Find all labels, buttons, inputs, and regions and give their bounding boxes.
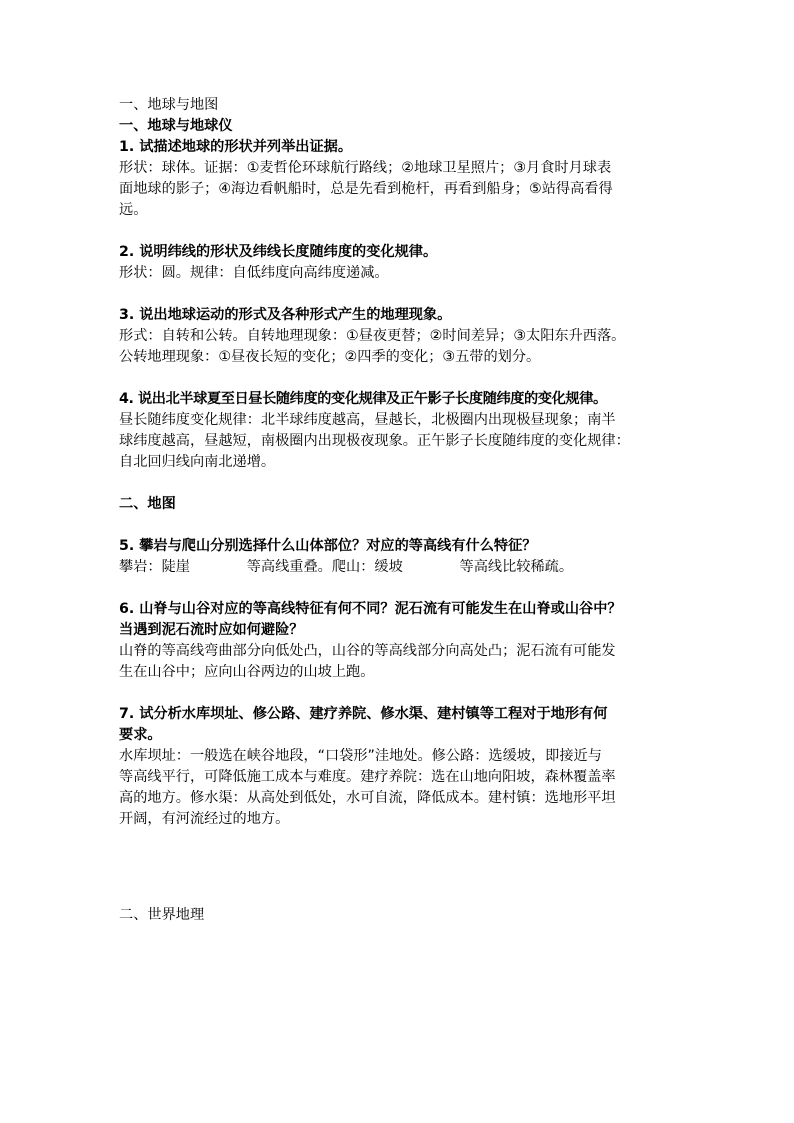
- spacer: [119, 884, 699, 905]
- question-4: 4. 说出北半球夏至日昼长随纬度的变化规律及正午影子长度随纬度的变化规律。: [119, 391, 607, 407]
- answer-1-line-3: 远。: [119, 202, 148, 218]
- spacer: [119, 515, 699, 536]
- answer-3-line-2: 公转地理现象：①昼夜长短的变化；②四季的变化；③五带的划分。: [119, 349, 541, 365]
- answer-7-line-4: 开阔，有河流经过的地方。: [119, 811, 290, 827]
- question-6-line-1: 6. 山脊与山谷对应的等高线特征有何不同？泥石流有可能发生在山脊或山谷中？: [119, 601, 622, 617]
- answer-4-line-1: 昼长随纬度变化规律：北半球纬度越高，昼越长，北极圈内出现极昼现象；南半: [119, 412, 616, 428]
- spacer: [119, 221, 699, 242]
- answer-4-line-2: 球纬度越高，昼越短，南极圈内出现极夜现象。正午影子长度随纬度的变化规律：: [119, 433, 630, 449]
- spacer: [119, 368, 699, 389]
- answer-2-line-1: 形状：圆。规律：自低纬度向高纬度递减。: [119, 265, 389, 281]
- answer-6-line-1: 山脊的等高线弯曲部分向低处凸，山谷的等高线部分向高处凸；泥石流有可能发: [119, 643, 616, 659]
- document-body: [119, 95, 699, 926]
- question-2: 2. 说明纬线的形状及纬线长度随纬度的变化规律。: [119, 244, 438, 260]
- part2-title: 二、世界地理: [119, 907, 205, 923]
- answer-7-line-1: 水库坝址：一般选在峡谷地段，“口袋形”洼地处。修公路：选缓坡，即接近与: [119, 748, 602, 764]
- question-6-line-2: 当遇到泥石流时应如何避险？: [119, 622, 304, 638]
- answer-6-line-2: 生在山谷中；应向山谷两边的山坡上跑。: [119, 664, 375, 680]
- spacer: [119, 578, 699, 599]
- answer-1-line-2: 面地球的影子；④海边看帆船时，总是先看到桅杆，再看到船身；⑤站得高看得: [119, 181, 613, 197]
- question-3: 3. 说出地球运动的形式及各种形式产生的地理现象。: [119, 307, 452, 323]
- answer-7-line-3: 高的地方。修水渠：从高处到低处，水可自流，降低成本。建村镇：选地形平坦: [119, 790, 616, 806]
- spacer: [119, 830, 699, 884]
- question-7-line-2: 要求。: [119, 727, 162, 743]
- answer-7-line-2: 等高线平行，可降低施工成本与难度。建疗养院：选在山地向阳坡，森林覆盖率: [119, 769, 616, 785]
- section1-heading: 一、地球与地球仪: [119, 118, 233, 134]
- question-5: 5. 攀岩与爬山分别选择什么山体部位？对应的等高线有什么特征？: [119, 538, 537, 554]
- answer-5-line-1: 攀岩：陡崖 等高线重叠。爬山：缓坡 等高线比较稀疏。: [119, 559, 574, 575]
- spacer: [119, 284, 699, 305]
- spacer: [119, 473, 699, 494]
- section2-heading: 二、地图: [119, 496, 176, 512]
- spacer: [119, 683, 699, 704]
- part1-title: 一、地球与地图: [119, 97, 219, 113]
- question-7-line-1: 7. 试分析水库坝址、修公路、建疗养院、修水渠、建村镇等工程对于地形有何: [119, 706, 608, 722]
- answer-1-line-1: 形状：球体。证据：①麦哲伦环球航行路线；②地球卫星照片；③月食时月球表: [119, 160, 612, 176]
- question-1: 1. 试描述地球的形状并列举出证据。: [119, 139, 353, 155]
- answer-4-line-3: 自北回归线向南北递增。: [119, 454, 276, 470]
- answer-3-line-1: 形式：自转和公转。自转地理现象：①昼夜更替；②时间差异；③太阳东升西落。: [119, 328, 626, 344]
